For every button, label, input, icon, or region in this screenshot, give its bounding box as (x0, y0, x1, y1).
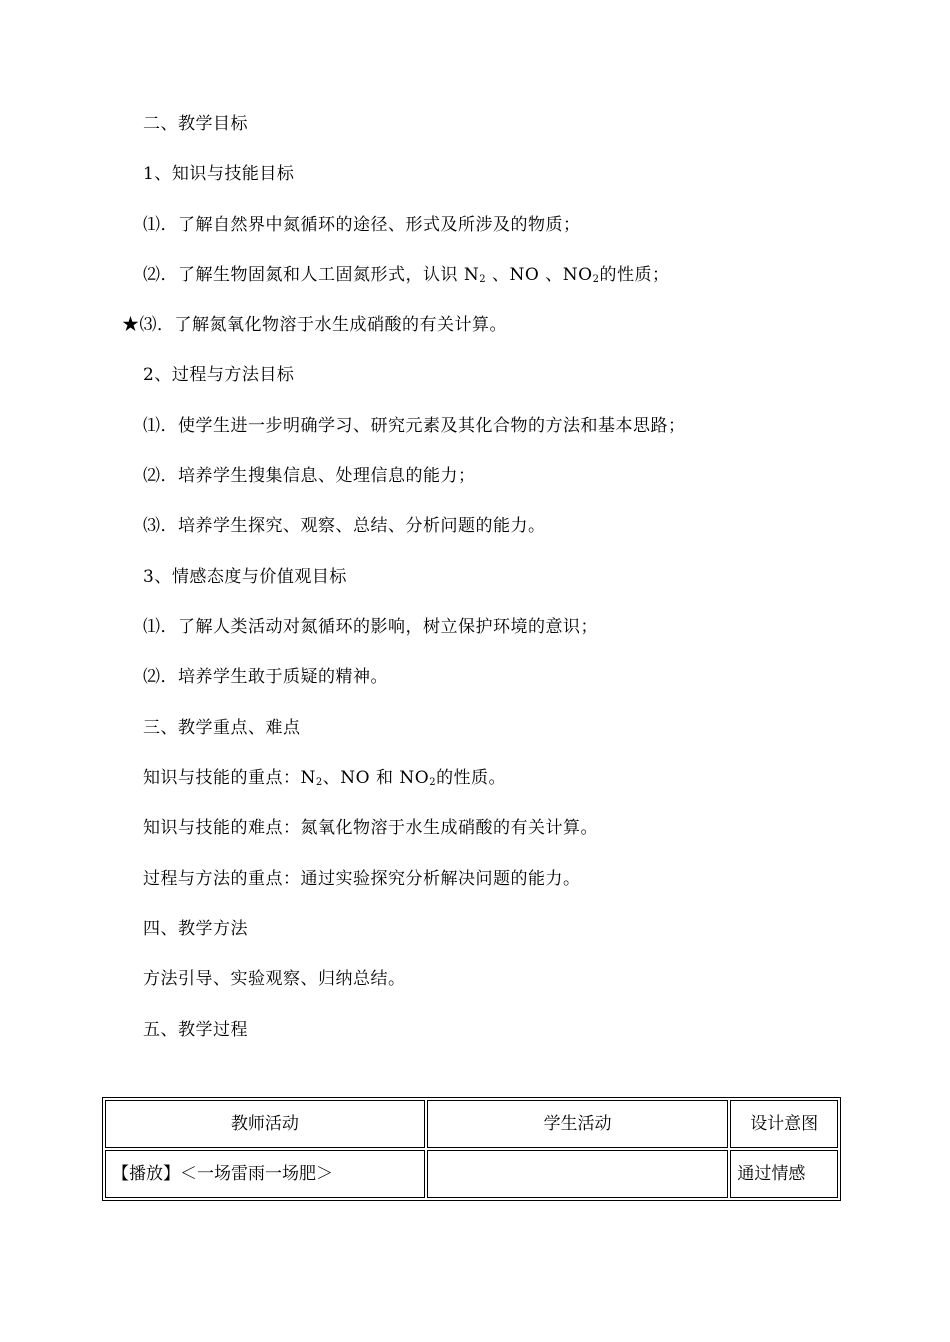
table-cell-intent: 通过情感 (730, 1150, 838, 1198)
table-cell-student (427, 1150, 729, 1198)
table-cell-teacher: 【播放】＜一场雷雨一场肥＞ (105, 1150, 425, 1198)
knowledge-item-2-text: ⑵．了解生物固氮和人工固氮形式，认识 (143, 265, 458, 285)
key-point-knowledge: 知识与技能的重点：$N_2$、NO 和 $NO_2$的性质。 (143, 768, 507, 788)
table-header-student: 学生活动 (427, 1100, 729, 1148)
table-row (105, 1150, 838, 1198)
methods-body: 方法引导、实验观察、归纳总结。 (143, 969, 406, 989)
process-item-1: ⑴．使学生进一步明确学习、研究元素及其化合物的方法和基本思路； (143, 416, 686, 436)
attitude-item-1: ⑴．了解人类活动对氮循环的影响，树立保护环境的意识； (143, 617, 598, 637)
attitude-item-2: ⑵．培养学生敢于质疑的精神。 (143, 667, 388, 687)
formula-n2: $N_2$ (463, 265, 487, 285)
knowledge-item-1: ⑴．了解自然界中氮循环的途径、形式及所涉及的物质； (143, 215, 581, 235)
difficult-point-knowledge: 知识与技能的难点：氮氧化物溶于水生成硝酸的有关计算。 (143, 818, 598, 838)
process-item-3: ⑶．培养学生探究、观察、总结、分析问题的能力。 (143, 516, 546, 536)
table-header-teacher: 教师活动 (105, 1100, 425, 1148)
subsection-title-attitude: 3、情感态度与价值观目标 (143, 567, 347, 587)
process-item-2: ⑵．培养学生搜集信息、处理信息的能力； (143, 466, 476, 486)
formula-no-no2: 、NO 、NO (486, 265, 593, 285)
table-header-row (105, 1100, 838, 1148)
table-header-intent: 设计意图 (730, 1100, 838, 1148)
section-title-objectives: 二、教学目标 (143, 114, 248, 134)
section-title-methods: 四、教学方法 (143, 919, 248, 939)
subsection-title-knowledge: 1、知识与技能目标 (143, 164, 295, 184)
formula-no2-subscript: 2 (592, 274, 600, 285)
knowledge-item-2-tail: 的性质； (599, 265, 670, 285)
teaching-process-table (102, 1097, 841, 1201)
section-title-key-points: 三、教学重点、难点 (143, 718, 301, 738)
section-title-process: 五、教学过程 (143, 1020, 248, 1040)
subsection-title-process: 2、过程与方法目标 (143, 365, 295, 385)
knowledge-item-2 (143, 264, 669, 286)
key-point-process: 过程与方法的重点：通过实验探究分析解决问题的能力。 (143, 869, 581, 889)
knowledge-item-3-starred: ★⑶．了解氮氧化物溶于水生成硝酸的有关计算。 (122, 315, 507, 335)
